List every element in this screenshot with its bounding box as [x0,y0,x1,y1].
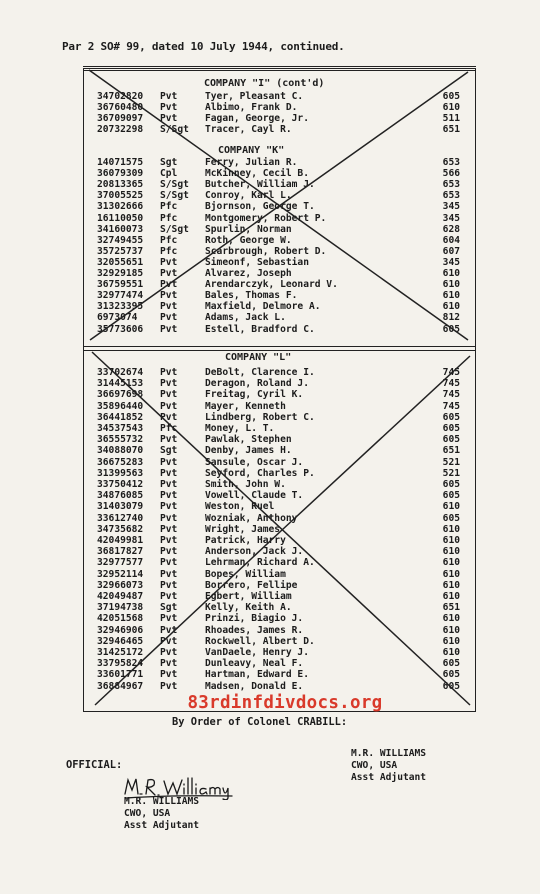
soldier-name: Alvarez, Joseph [205,268,292,279]
roster-row [0,647,540,658]
mos-code: 610 [442,301,460,313]
rank: Pvt [160,411,178,423]
serial-number: 36441852 [97,411,144,423]
roster-row [0,423,540,434]
rank: Pvt [160,456,178,468]
mos-code: 610 [442,535,460,546]
serial-number: 36079309 [97,168,144,180]
roster-row [0,535,540,546]
roster-row [0,102,540,113]
serial-number: 36697698 [97,389,144,401]
serial-number: 31445153 [97,378,144,390]
rank: Pvt [160,367,178,378]
mos-code: 605 [442,680,460,692]
serial-number: 34702820 [97,91,144,102]
soldier-name: Roth, George W. [205,234,292,246]
rank: S/Sgt [160,190,189,202]
soldier-name: Patrick, Harry [205,535,286,546]
soldier-name: Kelly, Keith A. [205,602,292,614]
roster-row [0,290,540,301]
rank: S/Sgt [160,179,189,191]
soldier-name: Montgomery, Robert P. [205,212,327,224]
mos-code: 605 [442,658,460,670]
serial-number: 32946906 [97,624,144,636]
rank: Pvt [160,535,178,546]
mos-code: 610 [442,624,460,636]
roster-row [0,157,540,168]
rank: Pvt [160,680,178,692]
soldier-name: Smith, John W. [205,479,286,490]
soldier-name: Rhoades, James R. [205,624,304,636]
soldier-name: Bopes, William [205,568,286,580]
rank: Pvt [160,658,178,670]
rank: Pvt [160,479,178,490]
serial-number: 42051568 [97,613,144,625]
soldier-name: Deragon, Roland J. [205,378,309,390]
roster-row [0,378,540,389]
soldier-name: Estell, Bradford C. [205,323,315,335]
rank: Pfc [160,423,178,434]
mos-code: 610 [442,268,460,279]
rank: Pfc [160,201,178,213]
rank: Pvt [160,113,178,125]
roster-row [0,513,540,524]
serial-number: 36555732 [97,434,144,446]
serial-number: 31399563 [97,467,144,479]
soldier-name: Vowell, Claude T. [205,490,304,502]
mos-code: 345 [442,256,460,268]
rank: Pvt [160,290,178,302]
rank: Pvt [160,312,178,324]
roster-row [0,113,540,124]
soldier-name: Bales, Thomas F. [205,290,298,302]
soldier-name: Wright, James [205,523,281,535]
serial-number: 36760480 [97,102,144,114]
soldier-name: Mayer, Kenneth [205,400,286,412]
company-title: COMPANY "L" [225,352,292,363]
rank: Pfc [160,212,178,224]
roster-row [0,401,540,412]
rank: Pvt [160,669,178,681]
roster-row [0,625,540,636]
soldier-name: Dunleavy, Neal F. [205,658,304,670]
rank: Pvt [160,635,178,647]
signature-block-right [351,748,426,784]
serial-number: 32952114 [97,568,144,580]
soldier-name: Prinzi, Biagio J. [205,613,304,625]
roster-row [0,434,540,445]
roster-row [0,279,540,290]
mos-code: 605 [442,479,460,490]
rank: Pvt [160,389,178,401]
rank: S/Sgt [160,223,189,235]
signature-title: Asst Adjutant [124,820,200,831]
roster-row [0,580,540,591]
serial-number: 31425172 [97,647,144,658]
serial-number: 42049981 [97,535,144,546]
soldier-name: Spurlin, Norman [205,223,292,235]
serial-number: 33601771 [97,669,144,681]
rank: Pvt [160,523,178,535]
soldier-name: Adams, Jack L. [205,312,286,324]
mos-code: 604 [442,234,460,246]
mos-code: 566 [442,168,460,180]
soldier-name: Tyer, Pleasant C. [205,91,304,102]
roster-row [0,257,540,268]
serial-number: 16110050 [97,212,144,224]
rank: Pvt [160,400,178,412]
serial-number: 14071575 [97,157,144,168]
signature-title: Asst Adjutant [351,772,427,783]
soldier-name: Borrero, Fellipe [205,579,298,591]
roster-row [0,168,540,179]
rank: Pvt [160,624,178,636]
serial-number: 37005525 [97,190,144,202]
soldier-name: Money, L. T. [205,423,275,434]
mos-code: 605 [442,411,460,423]
mos-code: 651 [442,602,460,614]
serial-number: 36709097 [97,113,144,125]
mos-code: 605 [442,434,460,446]
rank: Pvt [160,591,178,602]
roster-row [0,312,540,323]
soldier-name: Egbert, William [205,591,292,602]
rank: Cpl [160,168,178,180]
rank: Pvt [160,434,178,446]
mos-code: 610 [442,546,460,558]
rank: S/Sgt [160,124,189,136]
rank: Pfc [160,245,178,257]
roster-row [0,367,540,378]
roster-row [0,246,540,257]
rank: Pvt [160,557,178,569]
roster-row [0,91,540,102]
serial-number: 32929185 [97,268,144,279]
soldier-name: Hartman, Edward E. [205,669,309,681]
by-order-line: By Order of Colonel CRABILL: [172,716,348,728]
soldier-name: McKinney, Cecil B. [205,168,309,180]
rank: Pvt [160,279,178,291]
mos-code: 610 [442,568,460,580]
rank: Pvt [160,301,178,313]
mos-code: 653 [442,190,460,202]
rank: Pvt [160,579,178,591]
rank: Pvt [160,378,178,390]
serial-number: 37194738 [97,602,144,614]
mos-code: 745 [442,400,460,412]
rank: Pvt [160,268,178,279]
roster-row [0,669,540,680]
rank: Pvt [160,91,178,102]
roster-row [0,412,540,423]
serial-number: 35896440 [97,400,144,412]
serial-number: 32055651 [97,256,144,268]
rank: Pvt [160,256,178,268]
serial-number: 36817827 [97,546,144,558]
rank: Sgt [160,602,178,614]
roster-row [0,179,540,190]
soldier-name: Albimo, Frank D. [205,102,298,114]
roster-row [0,445,540,456]
serial-number: 32946465 [97,635,144,647]
signature-name: M.R. WILLIAMS [124,796,200,807]
mos-code: 610 [442,635,460,647]
soldier-name: Wozniak, Anthony [205,512,298,524]
serial-number: 31403079 [97,501,144,513]
soldier-name: Butcher, William J. [205,179,315,191]
serial-number: 20732298 [97,124,144,136]
rank: Pfc [160,234,178,246]
rank: Pvt [160,647,178,658]
roster-row [0,235,540,246]
roster-row [0,268,540,279]
soldier-name: Fagan, George, Jr. [205,113,309,125]
serial-number: 42049487 [97,591,144,602]
company-title: COMPANY "I" (cont'd) [204,78,325,89]
roster-row [0,301,540,312]
mos-code: 605 [442,91,460,102]
roster-row [0,324,540,335]
roster-row [0,213,540,224]
serial-number: 34537543 [97,423,144,434]
soldier-name: Pawlak, Stephen [205,434,292,446]
mos-code: 610 [442,290,460,302]
serial-number: 33795824 [97,658,144,670]
roster-row [0,224,540,235]
mos-code: 812 [442,312,460,324]
roster-row [0,201,540,212]
mos-code: 610 [442,557,460,569]
mos-code: 653 [442,157,460,168]
mos-code: 607 [442,245,460,257]
mos-code: 610 [442,579,460,591]
mos-code: 745 [442,367,460,378]
soldier-name: DeBolt, Clarence I. [205,367,315,378]
mos-code: 610 [442,613,460,625]
serial-number: 33750412 [97,479,144,490]
mos-code: 345 [442,201,460,213]
soldier-name: Scarbrough, Robert D. [205,245,327,257]
soldier-name: Rockwell, Albert D. [205,635,315,647]
soldier-name: Denby, James H. [205,445,292,457]
soldier-name: Tracer, Cayl R. [205,124,292,136]
rank: Pvt [160,568,178,580]
signature-rank: CWO, USA [124,808,171,819]
serial-number: 32977474 [97,290,144,302]
mos-code: 605 [442,512,460,524]
roster-row [0,190,540,201]
rank: Pvt [160,102,178,114]
roster-row [0,457,540,468]
roster-row [0,636,540,647]
serial-number: 33612740 [97,512,144,524]
mos-code: 605 [442,423,460,434]
rank: Sgt [160,157,178,168]
mos-code: 605 [442,323,460,335]
roster-row [0,479,540,490]
roster-row [0,468,540,479]
serial-number: 33702674 [97,367,144,378]
serial-number: 20813365 [97,179,144,191]
signature-name: M.R. WILLIAMS [351,748,427,759]
mos-code: 610 [442,279,460,291]
soldier-name: Bjornson, George T. [205,201,315,213]
serial-number: 31302666 [97,201,144,213]
roster-row [0,124,540,135]
serial-number: 34160073 [97,223,144,235]
serial-number: 36675283 [97,456,144,468]
serial-number: 34735682 [97,523,144,535]
rank: Sgt [160,445,178,457]
mos-code: 610 [442,102,460,114]
soldier-name: Freitag, Cyril K. [205,389,304,401]
serial-number: 34088070 [97,445,144,457]
soldier-name: Simeonf, Sebastian [205,256,309,268]
serial-number: 36759551 [97,279,144,291]
signature-block-left [124,796,199,832]
mos-code: 610 [442,647,460,658]
mos-code: 521 [442,467,460,479]
mos-code: 651 [442,124,460,136]
mos-code: 610 [442,523,460,535]
mos-code: 605 [442,669,460,681]
watermark: 83rdinfdivdocs.org [187,693,383,713]
mos-code: 345 [442,212,460,224]
section-divider [83,346,476,351]
soldier-name: Conroy, Karl L. [205,190,292,202]
soldier-name: Seyford, Charles P. [205,467,315,479]
mos-code: 651 [442,445,460,457]
serial-number: 34876085 [97,490,144,502]
document-header: Par 2 SO# 99, dated 10 July 1944, continued. [62,40,345,53]
signature-rank: CWO, USA [351,760,398,771]
rank: Pvt [160,613,178,625]
roster-row [0,490,540,501]
soldier-name: Lindberg, Robert C. [205,411,315,423]
soldier-name: VanDaele, Henry J. [205,647,309,658]
mos-code: 521 [442,456,460,468]
mos-code: 610 [442,501,460,513]
serial-number: 6973074 [97,312,138,324]
roster-row [0,602,540,613]
roster-row [0,389,540,400]
serial-number: 35773606 [97,323,144,335]
roster-row [0,557,540,568]
rank: Pvt [160,323,178,335]
soldier-name: Lehrman, Richard A. [205,557,315,569]
rank: Pvt [160,501,178,513]
soldier-name: Arendarczyk, Leonard V. [205,279,338,291]
rank: Pvt [160,490,178,502]
mos-code: 610 [442,591,460,602]
mos-code: 745 [442,389,460,401]
soldier-name: Madsen, Donald E. [205,680,304,692]
serial-number: 35725737 [97,245,144,257]
serial-number: 32966073 [97,579,144,591]
roster-row [0,546,540,557]
rank: Pvt [160,467,178,479]
mos-code: 511 [442,113,460,125]
mos-code: 745 [442,378,460,390]
roster-row [0,569,540,580]
serial-number: 31323395 [97,301,144,313]
soldier-name: Maxfield, Delmore A. [205,301,321,313]
roster-row [0,524,540,535]
soldier-name: Ferry, Julian R. [205,157,298,168]
mos-code: 653 [442,179,460,191]
serial-number: 36884967 [97,680,144,692]
rank: Pvt [160,512,178,524]
official-label: OFFICIAL: [66,759,123,771]
soldier-name: Weston, Ruel [205,501,275,513]
soldier-name: Sansule, Oscar J. [205,456,304,468]
mos-code: 605 [442,490,460,502]
serial-number: 32749455 [97,234,144,246]
roster-row [0,591,540,602]
soldier-name: Anderson, Jack J. [205,546,304,558]
company-title: COMPANY "K" [218,145,285,156]
roster-row [0,681,540,692]
roster-row [0,613,540,624]
serial-number: 32977577 [97,557,144,569]
rank: Pvt [160,546,178,558]
roster-row [0,501,540,512]
mos-code: 628 [442,223,460,235]
roster-row [0,658,540,669]
